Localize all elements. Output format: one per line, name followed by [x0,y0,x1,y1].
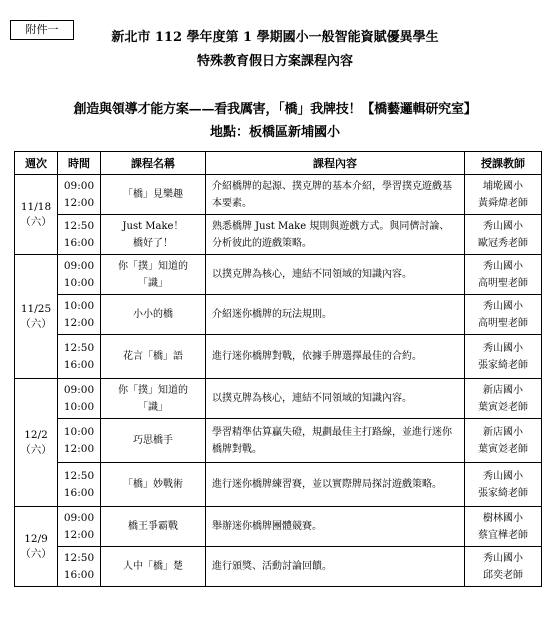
header-row [15,152,542,175]
start-time: 09:00 [63,179,95,192]
teacher-name: 邱奕老師 [483,569,523,581]
week-cell [15,507,58,587]
header-course: 課程名稱 [101,152,206,175]
course-name-cell [101,255,206,295]
header-week: 週次 [15,152,58,175]
teacher-school: 秀山國小 [483,552,523,564]
time-cell [58,255,101,295]
teacher-cell [465,463,542,507]
end-time: 12:00 [63,316,95,329]
teacher-name: 張家綺老師 [478,359,528,371]
attachment-label: 附件一 [10,20,74,40]
course-content-cell: 介紹迷你橋牌的玩法規則。 [206,295,465,335]
teacher-school: 秀山國小 [483,342,523,354]
course-name-line: 你「撲」知道的 [118,260,188,272]
week-cell [15,255,58,379]
end-time: 12:00 [63,528,95,541]
course-name-cell [101,507,206,547]
time-cell [58,335,101,379]
course-content-cell: 以撲克牌為核心，連結不同領域的知識內容。 [206,379,465,419]
end-time: 12:00 [63,442,95,455]
header-teacher: 授課教師 [465,152,542,175]
teacher-school: 新店國小 [483,384,523,396]
course-name-cell [101,419,206,463]
week-day: （六） [20,547,52,560]
teacher-school: 秀山國小 [483,300,523,312]
course-name-line: 橋王爭霸戰 [128,521,178,532]
week-cell [15,175,58,255]
start-time: 09:00 [63,259,95,272]
teacher-name: 歐冠秀老師 [478,237,528,249]
course-content-cell: 介紹橋牌的起源、撲克牌的基本介紹，學習撲克遊戲基本要素。 [206,175,465,215]
teacher-school: 秀山國小 [483,220,523,232]
start-time: 12:50 [63,551,95,564]
course-name-cell [101,379,206,419]
start-time: 09:00 [63,511,95,524]
course-name-cell [101,335,206,379]
start-time: 09:00 [63,383,95,396]
teacher-cell [465,379,542,419]
title-line-2: 特殊教育假日方案課程內容 [196,54,353,69]
course-name-cell [101,215,206,255]
course-name-line: 「識」 [138,401,168,413]
course-content-cell: 熟悉橋牌 Just Make 規則與遊戲方式。與同儕討論、分析彼此的遊戲策略。 [206,215,465,255]
course-content-cell: 進行頒獎、活動討論回饋。 [206,547,465,587]
week-cell [15,379,58,507]
schedule-table [14,151,542,587]
location: 地點：板橋區新埔國小 [209,125,340,140]
course-name-cell [101,463,206,507]
teacher-school: 樹林國小 [483,512,523,524]
time-cell [58,419,101,463]
teacher-cell [465,295,542,335]
table-row [15,379,542,419]
end-time: 16:00 [63,486,95,499]
teacher-school: 秀山國小 [483,470,523,482]
end-time: 12:00 [63,196,95,209]
teacher-name: 張家綺老師 [478,487,528,499]
teacher-cell [465,215,542,255]
course-name-line: 「橋」妙戰術 [123,479,183,490]
end-time: 10:00 [63,276,95,289]
time-cell [58,463,101,507]
teacher-school: 秀山國小 [483,260,523,272]
table-row [15,175,542,215]
course-name-cell [101,547,206,587]
start-time: 12:50 [63,469,95,482]
course-name-line: 人中「橋」楚 [123,561,183,572]
start-time: 12:50 [63,219,95,232]
table-row [15,463,542,507]
week-date: 11/25 [20,302,52,315]
end-time: 16:00 [63,236,95,249]
course-name-line: Just Make！ [122,220,184,232]
time-cell [58,295,101,335]
time-cell [58,507,101,547]
course-name-cell [101,175,206,215]
course-content-cell: 學習精準估算贏失磴，規劃最佳主打路線，並進行迷你橋牌對戰。 [206,419,465,463]
week-date: 12/9 [24,532,48,545]
course-name-cell [101,295,206,335]
week-date: 11/18 [20,200,52,213]
course-content-cell: 進行迷你橋牌對戰，依據手牌選擇最佳的合約。 [206,335,465,379]
header-time: 時間 [58,152,101,175]
week-date: 12/2 [24,428,48,441]
course-name-line: 巧思橋手 [133,435,173,446]
teacher-cell [465,547,542,587]
table-row [15,335,542,379]
end-time: 16:00 [63,358,95,371]
course-name-line: 花言「橋」語 [123,351,183,362]
teacher-cell [465,507,542,547]
table-row [15,419,542,463]
teacher-cell [465,255,542,295]
teacher-cell [465,175,542,215]
start-time: 12:50 [63,341,95,354]
table-row [15,295,542,335]
table-row [15,547,542,587]
teacher-name: 葉寅彣老師 [478,443,528,455]
time-cell [58,175,101,215]
teacher-name: 葉寅彣老師 [478,401,528,413]
time-cell [58,215,101,255]
week-day: （六） [20,215,52,228]
teacher-name: 蔡宜樺老師 [478,529,528,541]
course-name-line: 你「撲」知道的 [118,384,188,396]
table-row [15,215,542,255]
course-name-line: 小小的橋 [133,309,173,320]
course-content-cell: 以撲克牌為核心，連結不同領域的知識內容。 [206,255,465,295]
program-title: 創造與領導才能方案——看我厲害，「橋」我牌技！【橋藝邏輯研究室】 [73,102,477,117]
header-content: 課程內容 [206,152,465,175]
time-cell [58,379,101,419]
course-name-line: 「識」 [138,277,168,289]
teacher-school: 埔墘國小 [483,180,523,192]
teacher-name: 黃舜煒老師 [478,197,528,209]
course-name-line: 「橋」見樂趣 [123,189,183,200]
course-content-cell: 舉辦迷你橋牌團體競賽。 [206,507,465,547]
teacher-cell [465,335,542,379]
end-time: 16:00 [63,568,95,581]
table-row [15,255,542,295]
title-line-1: 新北市 112 學年度第 1 學期國小一般智能資賦優異學生 [111,30,439,45]
teacher-name: 高明聖老師 [478,317,528,329]
teacher-school: 新店國小 [483,426,523,438]
week-day: （六） [20,443,52,456]
course-content-cell: 進行迷你橋牌練習賽，並以實際牌局探討遊戲策略。 [206,463,465,507]
start-time: 10:00 [63,425,95,438]
start-time: 10:00 [63,299,95,312]
week-day: （六） [20,317,52,330]
course-name-line: 橋好了！ [133,237,173,249]
time-cell [58,547,101,587]
teacher-cell [465,419,542,463]
end-time: 10:00 [63,400,95,413]
table-row [15,507,542,547]
teacher-name: 高明聖老師 [478,277,528,289]
